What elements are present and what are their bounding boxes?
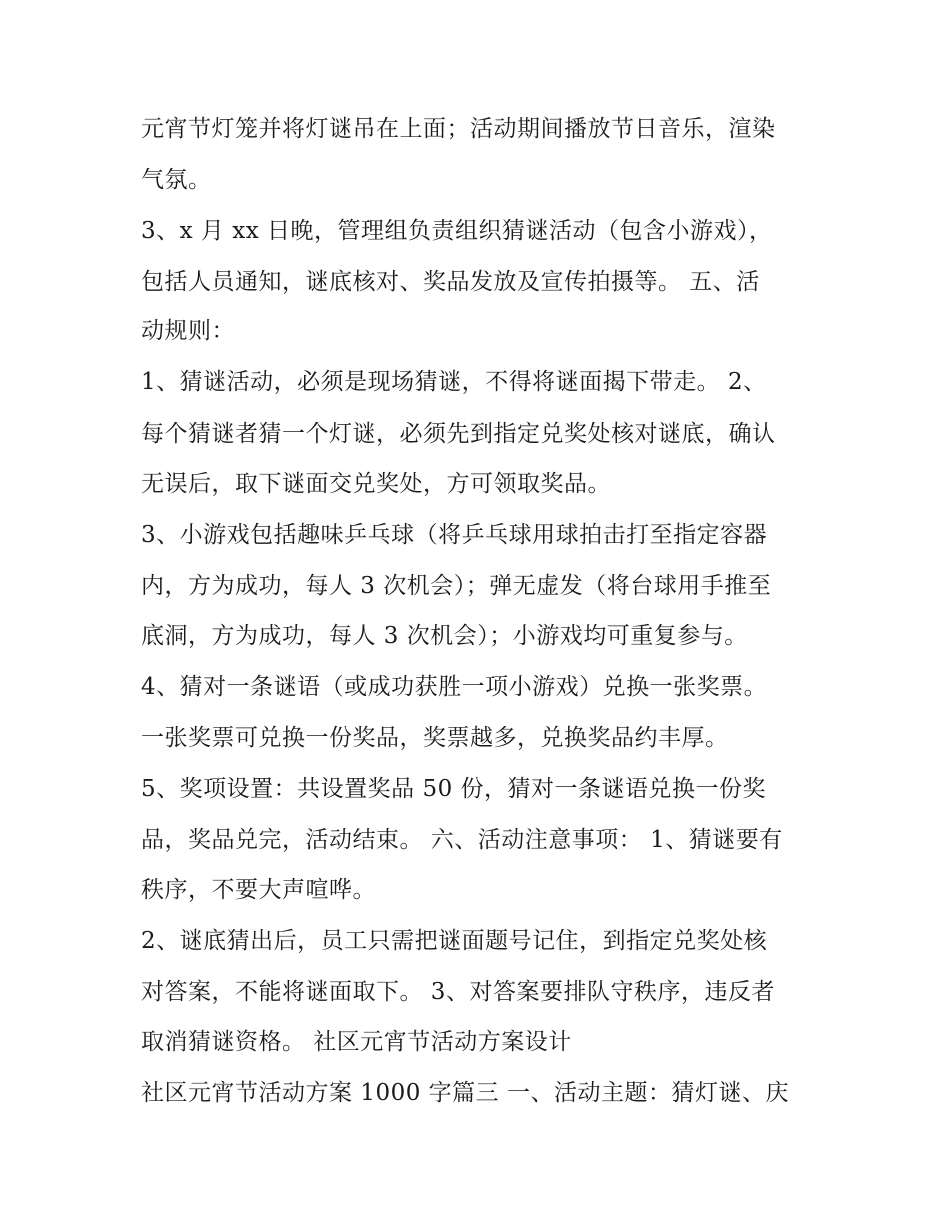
text-line: 秩序，不要大声喧哗。 — [141, 877, 376, 903]
text-line: 3、小游戏包括趣味乒乓球（将乒乓球用球拍击打至指定容器 — [141, 522, 768, 548]
text-line: 气氛。 — [141, 167, 212, 193]
text-line: 内，方为成功，每人 3 次机会）；弹无虚发（将台球用手推至 — [141, 573, 772, 599]
text-line: 取消猜谜资格。 社区元宵节活动方案设计 — [141, 1029, 572, 1055]
text-line: 底洞，方为成功，每人 3 次机会）；小游戏均可重复参与。 — [141, 623, 748, 649]
text-line: 元宵节灯笼并将灯谜吊在上面；活动期间播放节日音乐，渲染 — [141, 116, 776, 142]
text-line: 4、猜对一条谜语（或成功获胜一项小游戏）兑换一张奖票。 — [141, 674, 768, 700]
text-line: 社区元宵节活动方案 1000 字篇三 一、活动主题：猜灯谜、庆 — [141, 1080, 789, 1106]
text-line: 每个猜谜者猜一个灯谜，必须先到指定兑奖处核对谜底，确认 — [141, 421, 776, 447]
text-line: 对答案，不能将谜面取下。 3、对答案要排队守秩序，违反者 — [141, 979, 775, 1005]
text-line: 动规则： — [141, 318, 235, 344]
text-line: 品，奖品兑完，活动结束。 六、活动注意事项： 1、猜谜要有 — [141, 827, 783, 853]
text-line: 包括人员通知，谜底核对、奖品发放及宣传拍摄等。 五、活 — [141, 269, 760, 295]
text-line: 1、猜谜活动，必须是现场猜谜，不得将谜面揭下带走。 2、 — [141, 369, 767, 395]
text-line: 一张奖票可兑换一份奖品，奖票越多，兑换奖品约丰厚。 — [141, 725, 729, 751]
text-line: 5、奖项设置：共设置奖品 50 份，猜对一条谜语兑换一份奖 — [141, 776, 767, 802]
text-line: 无误后，取下谜面交兑奖处，方可领取奖品。 — [141, 471, 611, 497]
text-line: 2、谜底猜出后，员工只需把谜面题号记住，到指定兑奖处核 — [141, 928, 768, 954]
text-line: 3、x 月 xx 日晚，管理组负责组织猜谜活动（包含小游戏）， — [141, 218, 773, 244]
